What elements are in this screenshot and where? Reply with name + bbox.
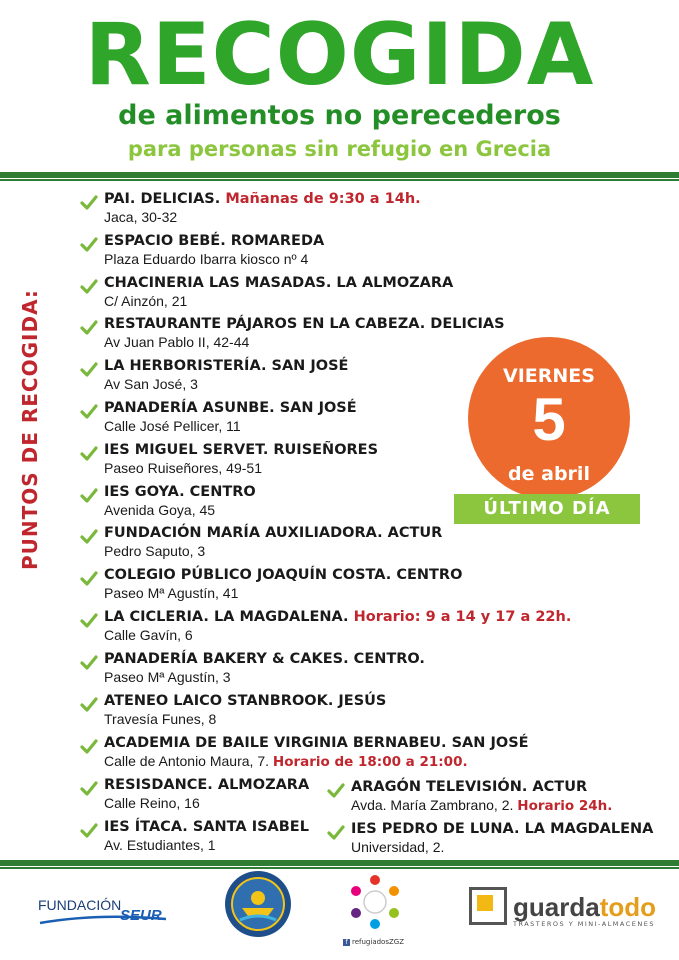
point-name: ESPACIO BEBÉ. ROMAREDA [104,233,325,249]
checkmark-icon [80,822,98,840]
point-name: IES PEDRO DE LUNA. LA MAGDALENA [351,821,654,837]
guardatodo-tagline: TRASTEROS Y MINI-ALMACENES [513,920,655,928]
checkmark-icon [80,194,98,212]
facebook-icon: f [343,939,350,946]
refugiados-tag: f refugiadosZGZ [343,938,404,946]
point-hours: Horario: 9 a 14 y 17 a 22h. [353,609,572,625]
date-month: de abril [508,463,590,485]
checkmark-icon [80,236,98,254]
point-address: Calle Gavín, 6 [104,627,193,643]
checkmark-icon [80,361,98,379]
seur-swoosh-icon [38,913,168,927]
point-name: PANADERÍA BAKERY & CAKES. CENTRO. [104,651,425,667]
point-address: Paseo Mª Agustín, 3 [104,669,231,685]
point-address: Av. Estudiantes, 1 [104,837,216,853]
sos-refugiados-logo [224,870,292,938]
checkmark-icon [80,403,98,421]
point-name: IES ÍTACA. SANTA ISABEL [104,819,309,835]
checkmark-icon [327,782,345,800]
checkmark-icon [80,654,98,672]
bottom-divider [0,860,679,866]
refugiados-zgz-logo [333,872,421,952]
point-address: Av San José, 3 [104,376,198,392]
point-address: Paseo Mª Agustín, 41 [104,585,239,601]
last-day-banner: ÚLTIMO DÍA [454,494,640,524]
point-name: FUNDACIÓN MARÍA AUXILIADORA. ACTUR [104,525,443,541]
point-address: Universidad, 2. [351,839,445,855]
checkmark-icon [80,612,98,630]
point-name: RESTAURANTE PÁJAROS EN LA CABEZA. DELICIAS [104,316,505,332]
checkmark-icon [327,824,345,842]
checkmark-icon [80,445,98,463]
point-name: LA CICLERIA. LA MAGDALENA. Horario: 9 a 14 y 17 a 22h. [104,609,572,625]
checkmark-icon [80,696,98,714]
point-name: ATENEO LAICO STANBROOK. JESÚS [104,693,387,709]
date-weekday: VIERNES [503,365,595,387]
checkmark-icon [80,570,98,588]
point-address: Travesía Funes, 8 [104,711,217,727]
checkmark-icon [80,487,98,505]
point-address: Calle de Antonio Maura, 7. Horario de 18:00 a 21:00. [104,753,468,770]
checkmark-icon [80,528,98,546]
point-hours: Horario 24h. [517,798,613,814]
checkmark-icon [80,780,98,798]
point-address: Calle José Pellicer, 11 [104,418,241,434]
point-address: Calle Reino, 16 [104,795,200,811]
checkmark-icon [80,278,98,296]
point-address: Av Juan Pablo II, 42-44 [104,334,250,350]
point-name: IES GOYA. CENTRO [104,484,256,500]
point-address: Avenida Goya, 45 [104,502,216,518]
point-hours: Mañanas de 9:30 a 14h. [225,191,421,207]
point-name: CHACINERIA LAS MASADAS. LA ALMOZARA [104,275,454,291]
point-address: C/ Ainzón, 21 [104,293,188,309]
point-name: ARAGÓN TELEVISIÓN. ACTUR [351,779,588,795]
side-label: PUNTOS DE RECOGIDA: [18,289,42,570]
point-address: Plaza Eduardo Ibarra kiosco nº 4 [104,251,309,267]
point-name: RESISDANCE. ALMOZARA [104,777,310,793]
seur-label: SEUR [120,907,162,924]
checkmark-icon [80,738,98,756]
point-address: Pedro Saputo, 3 [104,543,206,559]
date-day: 5 [532,386,566,453]
point-address: Avda. María Zambrano, 2. Horario 24h. [351,797,613,814]
point-name: COLEGIO PÚBLICO JOAQUÍN COSTA. CENTRO [104,567,463,583]
people-circle-icon [345,872,405,932]
page-subtitle-secondary: para personas sin refugio en Grecia [127,137,552,161]
point-name: PANADERÍA ASUNBE. SAN JOSÉ [104,400,357,416]
date-badge [468,337,630,499]
point-name: LA HERBORISTERÍA. SAN JOSÉ [104,358,349,374]
point-hours: Horario de 18:00 a 21:00. [272,754,468,770]
fundacion-seur-logo [38,897,162,924]
point-address: Jaca, 30-32 [104,209,178,225]
point-name: PAI. DELICIAS. Mañanas de 9:30 a 14h. [104,191,421,207]
guardatodo-box-icon [469,887,507,925]
point-address: Paseo Ruiseñores, 49-51 [104,460,262,476]
guardatodo-wordmark: guardatodo [513,892,656,922]
page-subtitle: de alimentos no perecederos [118,100,561,131]
fundacion-label: FUNDACIÓN [38,897,122,913]
top-divider [0,172,679,178]
page-title: RECOGIDA [84,5,595,105]
guardatodo-logo [469,887,656,931]
checkmark-icon [80,319,98,337]
point-name: IES MIGUEL SERVET. RUISEÑORES [104,442,379,458]
point-name: ACADEMIA DE BAILE VIRGINIA BERNABEU. SAN JOSÉ [104,735,529,751]
